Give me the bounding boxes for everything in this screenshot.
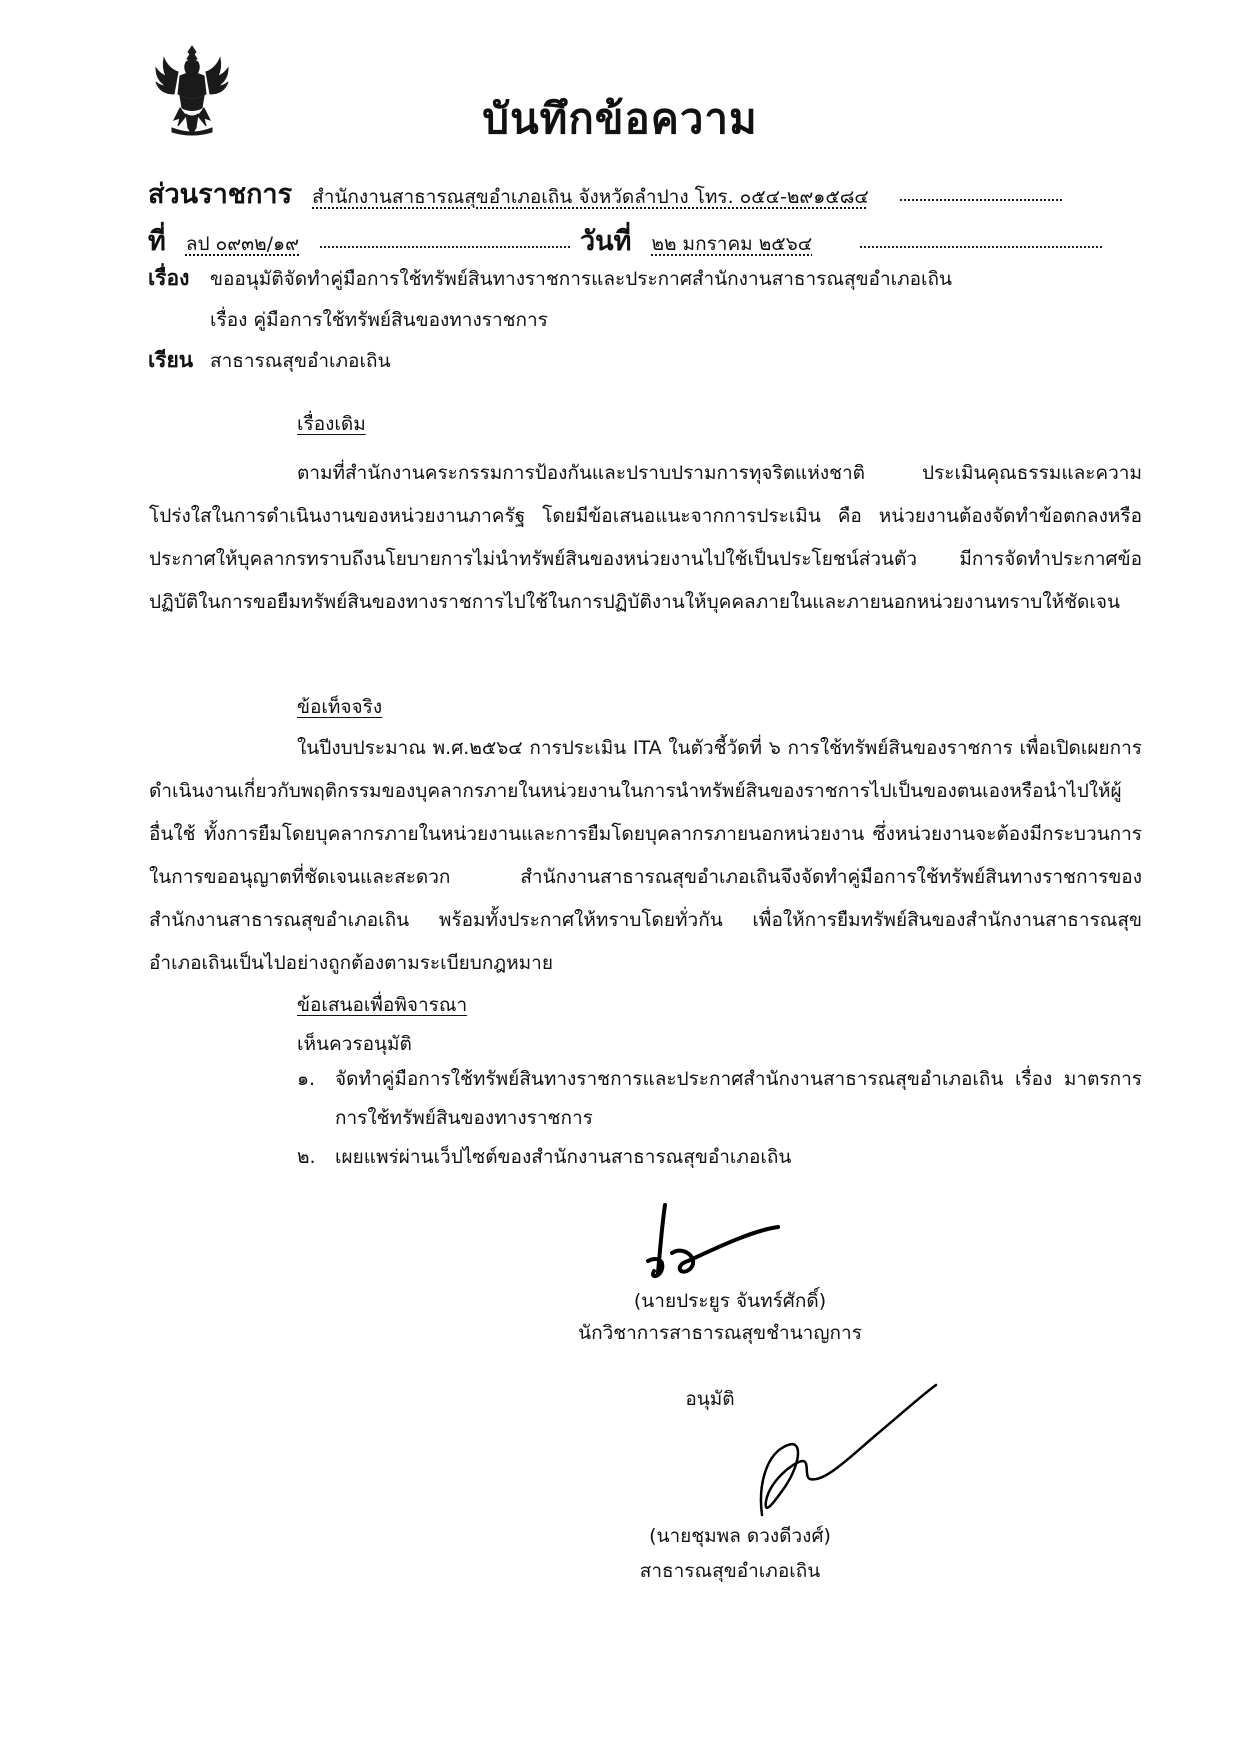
to-label: เรียน <box>148 348 194 372</box>
approver-signature-icon <box>700 1365 950 1525</box>
proposal-item-text: จัดทำคู่มือการใช้ทรัพย์สินทางราชการและประกาศสำนักงานสาธารณสุขอำเภอเถิน เรื่อง มาตรการการใช้ทรัพย์สินของทางราชการ <box>335 1068 1142 1129</box>
proposal-item-number: ๑. <box>297 1068 316 1090</box>
proposal-item-1 <box>297 1060 1142 1138</box>
subject-line-1: ขออนุมัติจัดทำคู่มือการใช้ทรัพย์สินทางราชการและประกาศสำนักงานสาธารณสุขอำเภอเถิน <box>210 268 953 290</box>
proposer-signature-icon <box>620 1195 820 1285</box>
approver-name: (นายชุมพล ดวงดีวงศ์) <box>649 1525 831 1547</box>
memo-title: บันทึกข้อความ <box>482 94 758 143</box>
date-label: วันที่ <box>580 226 632 257</box>
date-dotted-line <box>860 246 1102 248</box>
proposer-name: (นายประยูร จันทร์ศักดิ์) <box>633 1290 827 1312</box>
ref-value: ลป ๐๙๓๒/๑๙ <box>185 233 300 255</box>
ref-label: ที่ <box>148 226 166 257</box>
proposal-item-text: เผยแพร่ผ่านเว็ปไซต์ของสำนักงานสาธารณสุขอำเภอเถิน <box>335 1146 792 1168</box>
agency-label: ส่วนราชการ <box>148 179 293 210</box>
date-line <box>580 219 812 262</box>
ref-dotted-line <box>320 246 570 248</box>
ref-line <box>148 219 299 262</box>
facts-paragraph: ในปีงบประมาณ พ.ศ.๒๕๖๔ การประเมิน ITA ในตัวชี้วัดที่ ๖ การใช้ทรัพย์สินของราชการ เพื่อเปิดเผยการดำเนินงานเกี่ยวกับพฤติกรรมของบุคลากรภายในหน่วยงานในการนำทรัพย์สินของราชการไปเป็นของตนเองหรือนำไปให้ผู้อื่นใช้ ทั้งการยืมโดยบุคลากรภายในหน่วยงานและการยืมโดยบุคลากรภายนอกหน่วยงาน ซึ่งหน่วยงานจะต้องมีกระบวนการในการขออนุญาตที่ชัดเจนและสะดวก สำนักงานสาธารณสุขอำเภอเถินจึงจัดทำคู่มือการใช้ทรัพย์สินทางราชการของสำนักงานสาธารณสุขอำเภอเถิน พร้อมทั้งประกาศให้ทราบโดยทั่วกัน เพื่อให้การยืมทรัพย์สินของสำนักงานสาธารณสุขอำเภอเถินเป็นไปอย่างถูกต้องตามระเบียบกฎหมาย <box>149 737 1142 974</box>
to-value: สาธารณสุขอำเภอเถิน <box>210 350 391 372</box>
proposer-position: นักวิชาการสาธารณสุขชำนาญการ <box>578 1322 862 1344</box>
facts-heading: ข้อเท็จจริง <box>297 696 383 718</box>
subject-label: เรื่อง <box>148 266 190 290</box>
subject-line-2: เรื่อง คู่มือการใช้ทรัพย์สินของทางราชการ <box>210 309 548 331</box>
proposal-item-2 <box>297 1138 1142 1177</box>
agency-value: สำนักงานสาธารณสุขอำเภอเถิน จังหวัดลำปาง โทร. ๐๕๔-๒๙๑๕๘๔ <box>312 186 869 208</box>
proposal-item-number: ๒. <box>297 1146 316 1168</box>
agency-dotted-line <box>900 199 1062 201</box>
proposal-heading: ข้อเสนอเพื่อพิจารณา <box>297 994 468 1016</box>
proposal-intro: เห็นควรอนุมัติ <box>297 1033 412 1055</box>
approval-text: อนุมัติ <box>685 1388 735 1410</box>
approver-position: สาธารณสุขอำเภอเถิน <box>639 1560 821 1582</box>
background-paragraph: ตามที่สำนักงานคระกรรมการป้องกันและปราบปรามการทุจริตแห่งชาติ ประเมินคุณธรรมและความโปร่งใสในการดำเนินงานของหน่วยงานภาครัฐ โดยมีข้อเสนอแนะจากการประเมิน คือ หน่วยงานต้องจัดทำข้อตกลงหรือประกาศให้บุคลากรทราบถึงนโยบายการไม่นำทรัพย์สินของหน่วยงานไปใช้เป็นประโยชน์ส่วนตัว มีการจัดทำประกาศข้อปฏิบัติในการขอยืมทรัพย์สินของทางราชการไปใช้ในการปฏิบัติงานให้บุคคลภายในและภายนอกหน่วยงานทราบให้ชัดเจน <box>149 462 1142 613</box>
date-value: ๒๒ มกราคม ๒๕๖๔ <box>651 233 813 255</box>
agency-line <box>148 172 869 215</box>
background-heading: เรื่องเดิม <box>297 413 366 435</box>
